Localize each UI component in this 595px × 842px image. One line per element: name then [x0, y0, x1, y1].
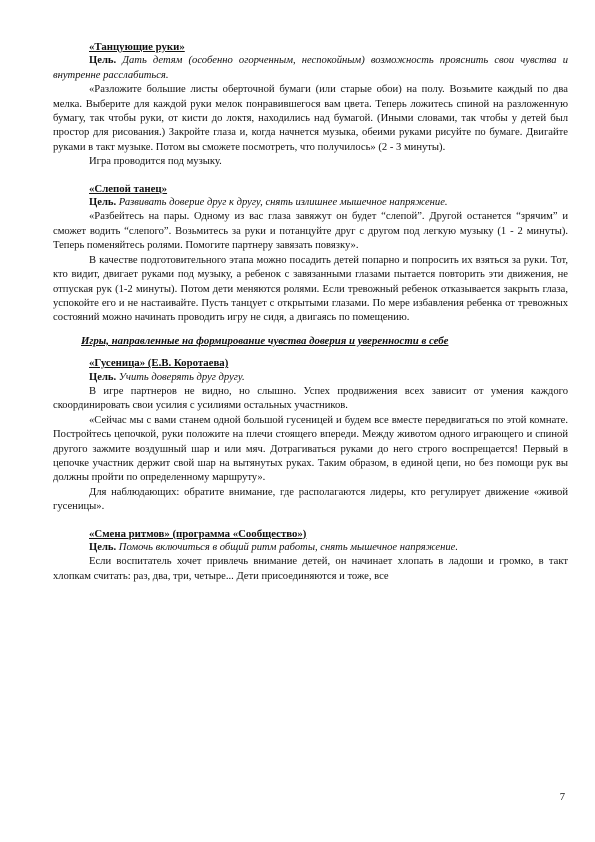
instruction-caterpillar: «Сейчас мы с вами станем одной большой гусеницей и будем все вместе передвигаться по этой комнате. Постройтесь цепочкой, руки положите на плечи стоящего впереди. Между животом одного играющего и спиной другого зажмите воздушный шар и или мяч. Дотрагиваться руками до него строго воспрещается! Первый в цепочке участник держит свой шар на вытянутых руках. Таким образом, в единой цепи, но без помощи рук вы должны пройти по определенному маршруту».: [53, 414, 568, 484]
goal-rhythm-change: [53, 541, 568, 555]
section-title-blind-dance: «Слепой танец»: [89, 182, 168, 195]
goal-dancing-hands: [53, 54, 568, 83]
goal-text: Учить доверять друг другу.: [118, 371, 245, 383]
note-dancing-hands: Игра проводится под музыку.: [89, 156, 222, 168]
goal-label: Цель.: [89, 542, 117, 553]
intro-caterpillar: В игре партнеров не видно, но слышно. Успех продвижения всех зависит от умения каждого скоординировать свои усилия с усилиями остальных участников.: [53, 385, 568, 412]
goal-text: Дать детям (особенно огорченным, неспокойным) возможность прояснить свои чувства и внутренне расслабиться.: [53, 55, 569, 81]
goal-label: Цель.: [89, 371, 117, 383]
section-heading-trust-games: Игры, направленные на формирование чувства доверия и уверенности в себе: [81, 334, 449, 347]
note-caterpillar: Для наблюдающих: обратите внимание, где располагаются лидеры, кто регулирует движение «живой гусеницы».: [53, 486, 568, 513]
goal-blind-dance: [53, 196, 568, 210]
text-rhythm-change: Если воспитатель хочет привлечь внимание детей, он начинает хлопать в ладоши и громко, в такт хлопкам считать: раз, два, три, четыре... Дети присоединяются и тоже, все: [53, 556, 568, 582]
goal-text: Развивать доверие друг к другу, снять излишнее мышечное напряжение.: [118, 197, 448, 209]
goal-label: Цель.: [89, 197, 117, 209]
goal-caterpillar: [53, 371, 568, 385]
section-title-caterpillar: «Гусеница» (Е.В. Коротаева): [89, 357, 229, 370]
goal-text: Помочь включиться в общий ритм работы, снять мышечное напряжение.: [118, 542, 458, 553]
note-blind-dance: В качестве подготовительного этапа можно посадить детей попарно и попросить их взяться за руки. Тот, кто видит, двигает руками под музыку, а ребенок с завязанными глазами пытается повторить эти движения, не отпуская рук (1-2 минуты). Потом дети меняются ролями. Если тревожный ребенок отказывается закрыть глаза, успокойте его и не настаивайте. Пусть танцует с открытыми глазами. По мере избавления ребенка от тревожных состояний можно начинать проводить игру не сидя, а двигаясь по помещению.: [53, 254, 568, 324]
goal-label: Цель.: [89, 55, 117, 67]
instruction-dancing-hands: «Разложите большие листы оберточной бумаги (или старые обои) на полу. Возьмите каждый по два мелка. Выберите для каждой руки мелок понравившегося вам цвета. Теперь ложитесь спиной на разложенную бумагу, так чтобы руки, от кисти до локтя, находились над бумагой. (Иными словами, так чтобы у детей был простор для рисования.) Закройте глаза и, когда начнется музыка, обеими руками рисуйте по бумаге. Двигайте руками в такт музыке. Потом вы сможете посмотреть, что получилось» (2 - 3 минуты).: [53, 84, 568, 153]
document-page: [53, 40, 568, 584]
instruction-blind-dance: «Разбейтесь на пары. Одному из вас глаза завяжут он будет “слепой”. Другой останется “зрячим” и сможет водить “слепого”. Возьмитесь за руки и потанцуйте друг с другом под легкую музыку (1 - 2 минуты). Теперь поменяйтесь ролями. Помогите партнеру завязать повязку».: [53, 211, 568, 252]
page-number: 7: [559, 792, 565, 803]
section-title-dancing-hands: «Танцующие руки»: [89, 41, 185, 53]
section-title-rhythm-change: «Смена ритмов» (программа «Сообщество»): [89, 527, 307, 540]
